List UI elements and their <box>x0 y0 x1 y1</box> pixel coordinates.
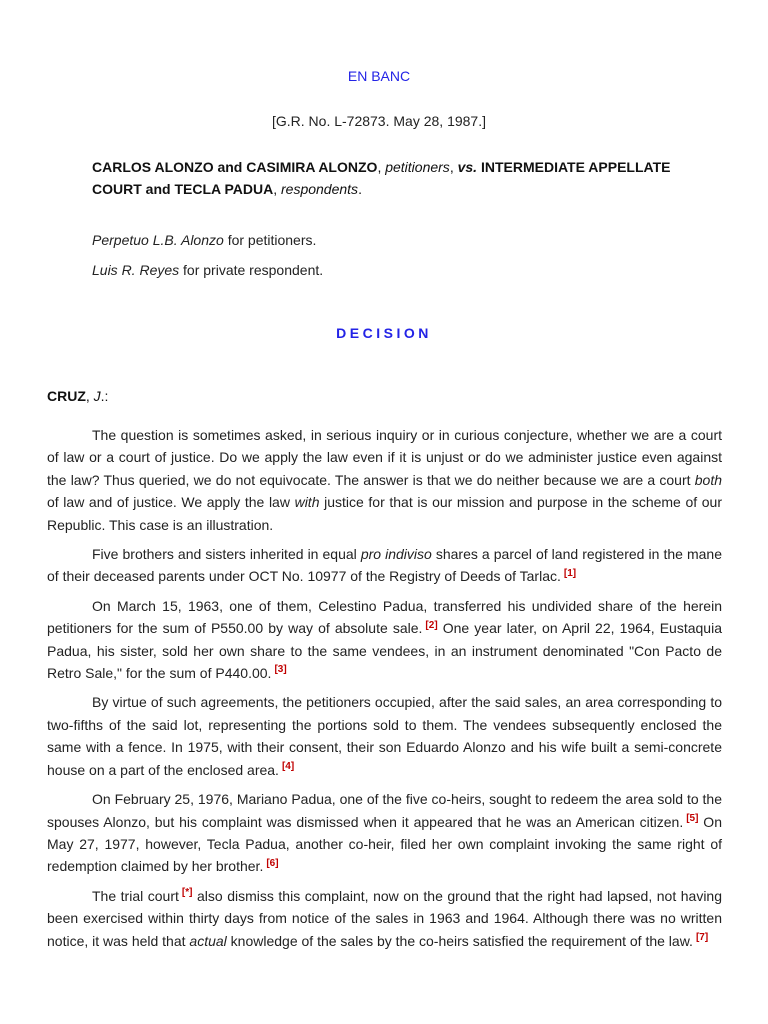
text-run-italic: with <box>294 494 320 511</box>
respondents-names: INTERMEDIATE APPELLATE COURT and TECLA PADUA <box>92 159 671 197</box>
counsel-respondent <box>92 262 722 278</box>
decision-heading: DECISION <box>336 325 432 341</box>
court-division: EN BANC <box>347 68 411 84</box>
ponente: CRUZ, J.: <box>47 388 109 404</box>
decision-body <box>47 424 722 959</box>
text-run: On May 27, 1977, however, Tecla Padua, another co-heir, filed her own complaint invoking the same right of redemption claimed by her brother. <box>47 813 722 875</box>
text-run: also dismiss this complaint, now on the ground that the right had lapsed, not having been exercised within thirty days from notice of the sales in 1963 and 1964. Although there was no written notice, it was held that <box>47 887 722 949</box>
text-run: justice for that is our mission and purpose in the scheme of our Republic. This case is an illustration. <box>47 494 722 533</box>
paragraph-2 <box>47 543 722 588</box>
counsel-name: Luis R. Reyes <box>92 262 180 278</box>
paragraph-5 <box>47 788 722 878</box>
counsel-for: for private respondent. <box>183 262 324 278</box>
text-run: By virtue of such agreements, the petitioners occupied, after the said sales, an area corresponding to two-fifths of the said lot, representing the portions sold to them. The vendees subsequently enclosed the same with a fence. In 1975, with their consent, their son Eduardo Alonzo and his wife built a semi-concrete house on a part of the enclosed area. <box>47 694 722 778</box>
counsel-petitioners <box>92 232 722 248</box>
respondents-role: respondents <box>281 181 359 197</box>
text-run-italic: both <box>694 471 722 488</box>
footnote-link[interactable]: [5] <box>686 812 699 824</box>
footnote-link[interactable]: [7] <box>695 931 709 943</box>
text-run: shares a parcel of land registered in the mane of their deceased parents under OCT No. 10977 of the Registry of Deeds of Tarlac. <box>47 546 722 585</box>
footnote-link[interactable]: [4] <box>281 761 295 773</box>
text-run: On February 25, 1976, Mariano Padua, one of the five co-heirs, sought to redeem the area sold to the spouses Alonzo, but his complaint was dismissed when it appeared that he was an American citizen. <box>47 791 722 830</box>
paragraph-4 <box>47 691 722 781</box>
text-run: On March 15, 1963, one of them, Celestino Padua, transferred his undivided share of the herein petitioners for the sum of P550.00 by way of absolute sale. <box>47 597 722 637</box>
ponente-name: CRUZ <box>47 388 86 404</box>
counsel-name: Perpetuo L.B. Alonzo <box>92 232 224 248</box>
footnote-link[interactable]: [6] <box>266 857 279 869</box>
footnote-link[interactable]: [3] <box>274 664 287 676</box>
petitioners-role: petitioners <box>385 159 450 175</box>
text-run: The trial court <box>92 887 179 904</box>
text-run: knowledge of the sales by the co-heirs satisfied the requirement of the law. <box>226 932 693 949</box>
versus-label: vs. <box>457 159 478 175</box>
text-run: The question is sometimes asked, in serious inquiry or in curious conjecture, whether we are a court of law or a court of justice. Do we apply the law even if it is unjust or do we administer justice even against the law? Thus queried, we do not equivocate. The answer is that we do neither because we are a court <box>47 427 722 488</box>
counsel-for: for petitioners. <box>227 232 317 248</box>
text-run-italic: actual <box>189 932 227 949</box>
text-run-italic: pro indiviso <box>360 546 432 563</box>
footnote-link[interactable]: [1] <box>563 567 577 579</box>
petitioners-names: CARLOS ALONZO and CASIMIRA ALONZO <box>92 159 378 175</box>
paragraph-3 <box>47 595 722 685</box>
paragraph-1 <box>47 424 722 536</box>
text-run: Five brothers and sisters inherited in equal <box>92 546 361 563</box>
ponente-title: J <box>93 388 101 404</box>
footnote-link[interactable]: [*] <box>181 887 193 899</box>
text-run: of law and of justice. We apply the law <box>47 494 295 511</box>
footnote-link[interactable]: [2] <box>425 619 438 631</box>
text-run: One year later, on April 22, 1964, Eustaquia Padua, his sister, sold her own share to the same vendees, in an instrument denominated "Con Pacto de Retro Sale," for the sum of P440.00. <box>47 620 722 682</box>
case-caption: CARLOS ALONZO and CASIMIRA ALONZO, petitioners, vs. INTERMEDIATE APPELLATE COURT and TECLA PADUA, respondents. <box>92 159 671 197</box>
paragraph-6 <box>47 885 722 952</box>
case-number: [G.R. No. L-72873. May 28, 1987.] <box>271 113 486 129</box>
